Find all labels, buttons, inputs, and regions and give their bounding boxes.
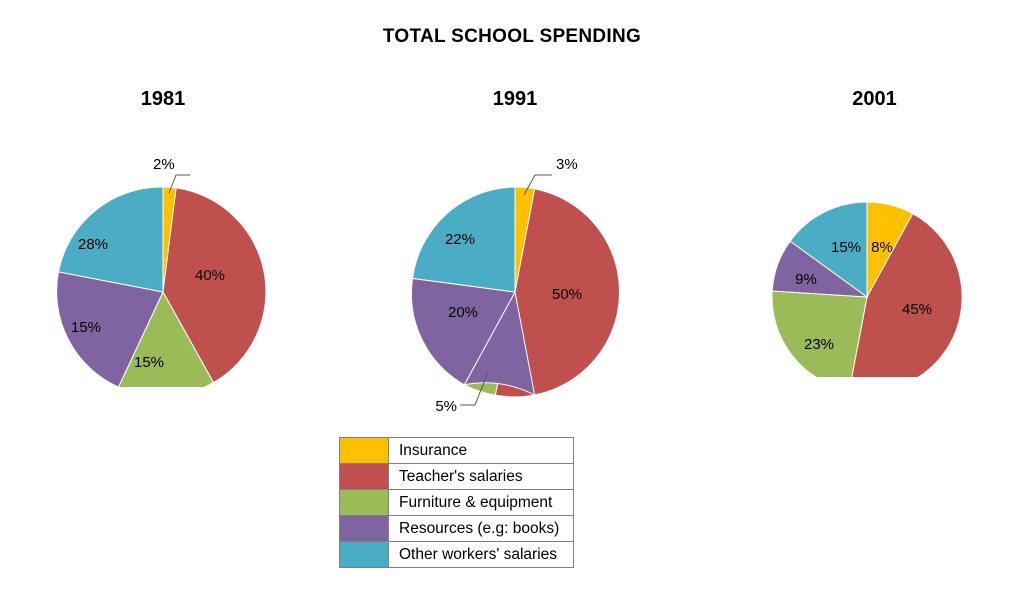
label-1981-resources: 15% bbox=[70, 319, 102, 336]
label-1981-furniture-equipment: 15% bbox=[133, 354, 165, 371]
legend-item-teachers-salaries bbox=[340, 464, 573, 490]
label-2001-teachers-salaries: 45% bbox=[901, 301, 933, 318]
legend-swatch-other-workers-salaries bbox=[340, 542, 389, 567]
pie-chart-2001-title: 2001 bbox=[852, 88, 897, 110]
label-2001-insurance: 8% bbox=[871, 239, 893, 256]
slice-2001-furniture-equipment bbox=[772, 291, 867, 377]
label-1991-other-workers-salaries: 22% bbox=[444, 231, 476, 248]
label-1981-teachers-salaries: 40% bbox=[194, 267, 226, 284]
pie-chart-1981-graphic bbox=[18, 117, 308, 387]
legend-item-furniture-equipment bbox=[340, 490, 573, 516]
pie-chart-1981-title: 1981 bbox=[140, 88, 186, 110]
legend-label-teachers-salaries: Teacher's salaries bbox=[399, 467, 523, 485]
label-1991-furniture-equipment: 5% bbox=[435, 398, 457, 415]
page-title: TOTAL SCHOOL SPENDING bbox=[382, 26, 642, 47]
pie-chart-2001-graphic bbox=[742, 117, 1007, 377]
label-2001-other-workers-salaries: 15% bbox=[830, 239, 862, 256]
label-1981-insurance: 2% bbox=[153, 156, 175, 173]
label-1991-teachers-salaries: 50% bbox=[551, 286, 583, 303]
legend-item-other-workers-salaries bbox=[340, 542, 573, 567]
legend-label-furniture-equipment: Furniture & equipment bbox=[399, 493, 553, 511]
label-2001-furniture-equipment: 23% bbox=[803, 336, 835, 353]
legend-swatch-teachers-salaries bbox=[340, 464, 389, 489]
legend-label-insurance: Insurance bbox=[399, 441, 468, 459]
legend bbox=[339, 437, 574, 568]
label-1981-other-workers-salaries: 28% bbox=[77, 236, 109, 253]
pie-chart-2001 bbox=[742, 88, 1007, 377]
legend-label-resources: Resources (e.g: books) bbox=[399, 519, 560, 537]
legend-swatch-furniture-equipment bbox=[340, 490, 389, 515]
pie-chart-1991 bbox=[370, 88, 660, 417]
label-2001-resources: 9% bbox=[795, 271, 817, 288]
legend-swatch-insurance bbox=[340, 438, 389, 463]
label-1991-resources: 20% bbox=[447, 304, 479, 321]
pie-chart-1991-title: 1991 bbox=[492, 88, 538, 110]
pie-chart-1981 bbox=[18, 88, 308, 387]
label-1991-insurance: 3% bbox=[556, 156, 578, 173]
legend-swatch-resources bbox=[340, 516, 389, 541]
pie-chart-1991-graphic bbox=[370, 117, 660, 417]
legend-item-insurance bbox=[340, 438, 573, 464]
legend-label-other-workers-salaries: Other workers' salaries bbox=[399, 545, 558, 563]
legend-item-resources bbox=[340, 516, 573, 542]
